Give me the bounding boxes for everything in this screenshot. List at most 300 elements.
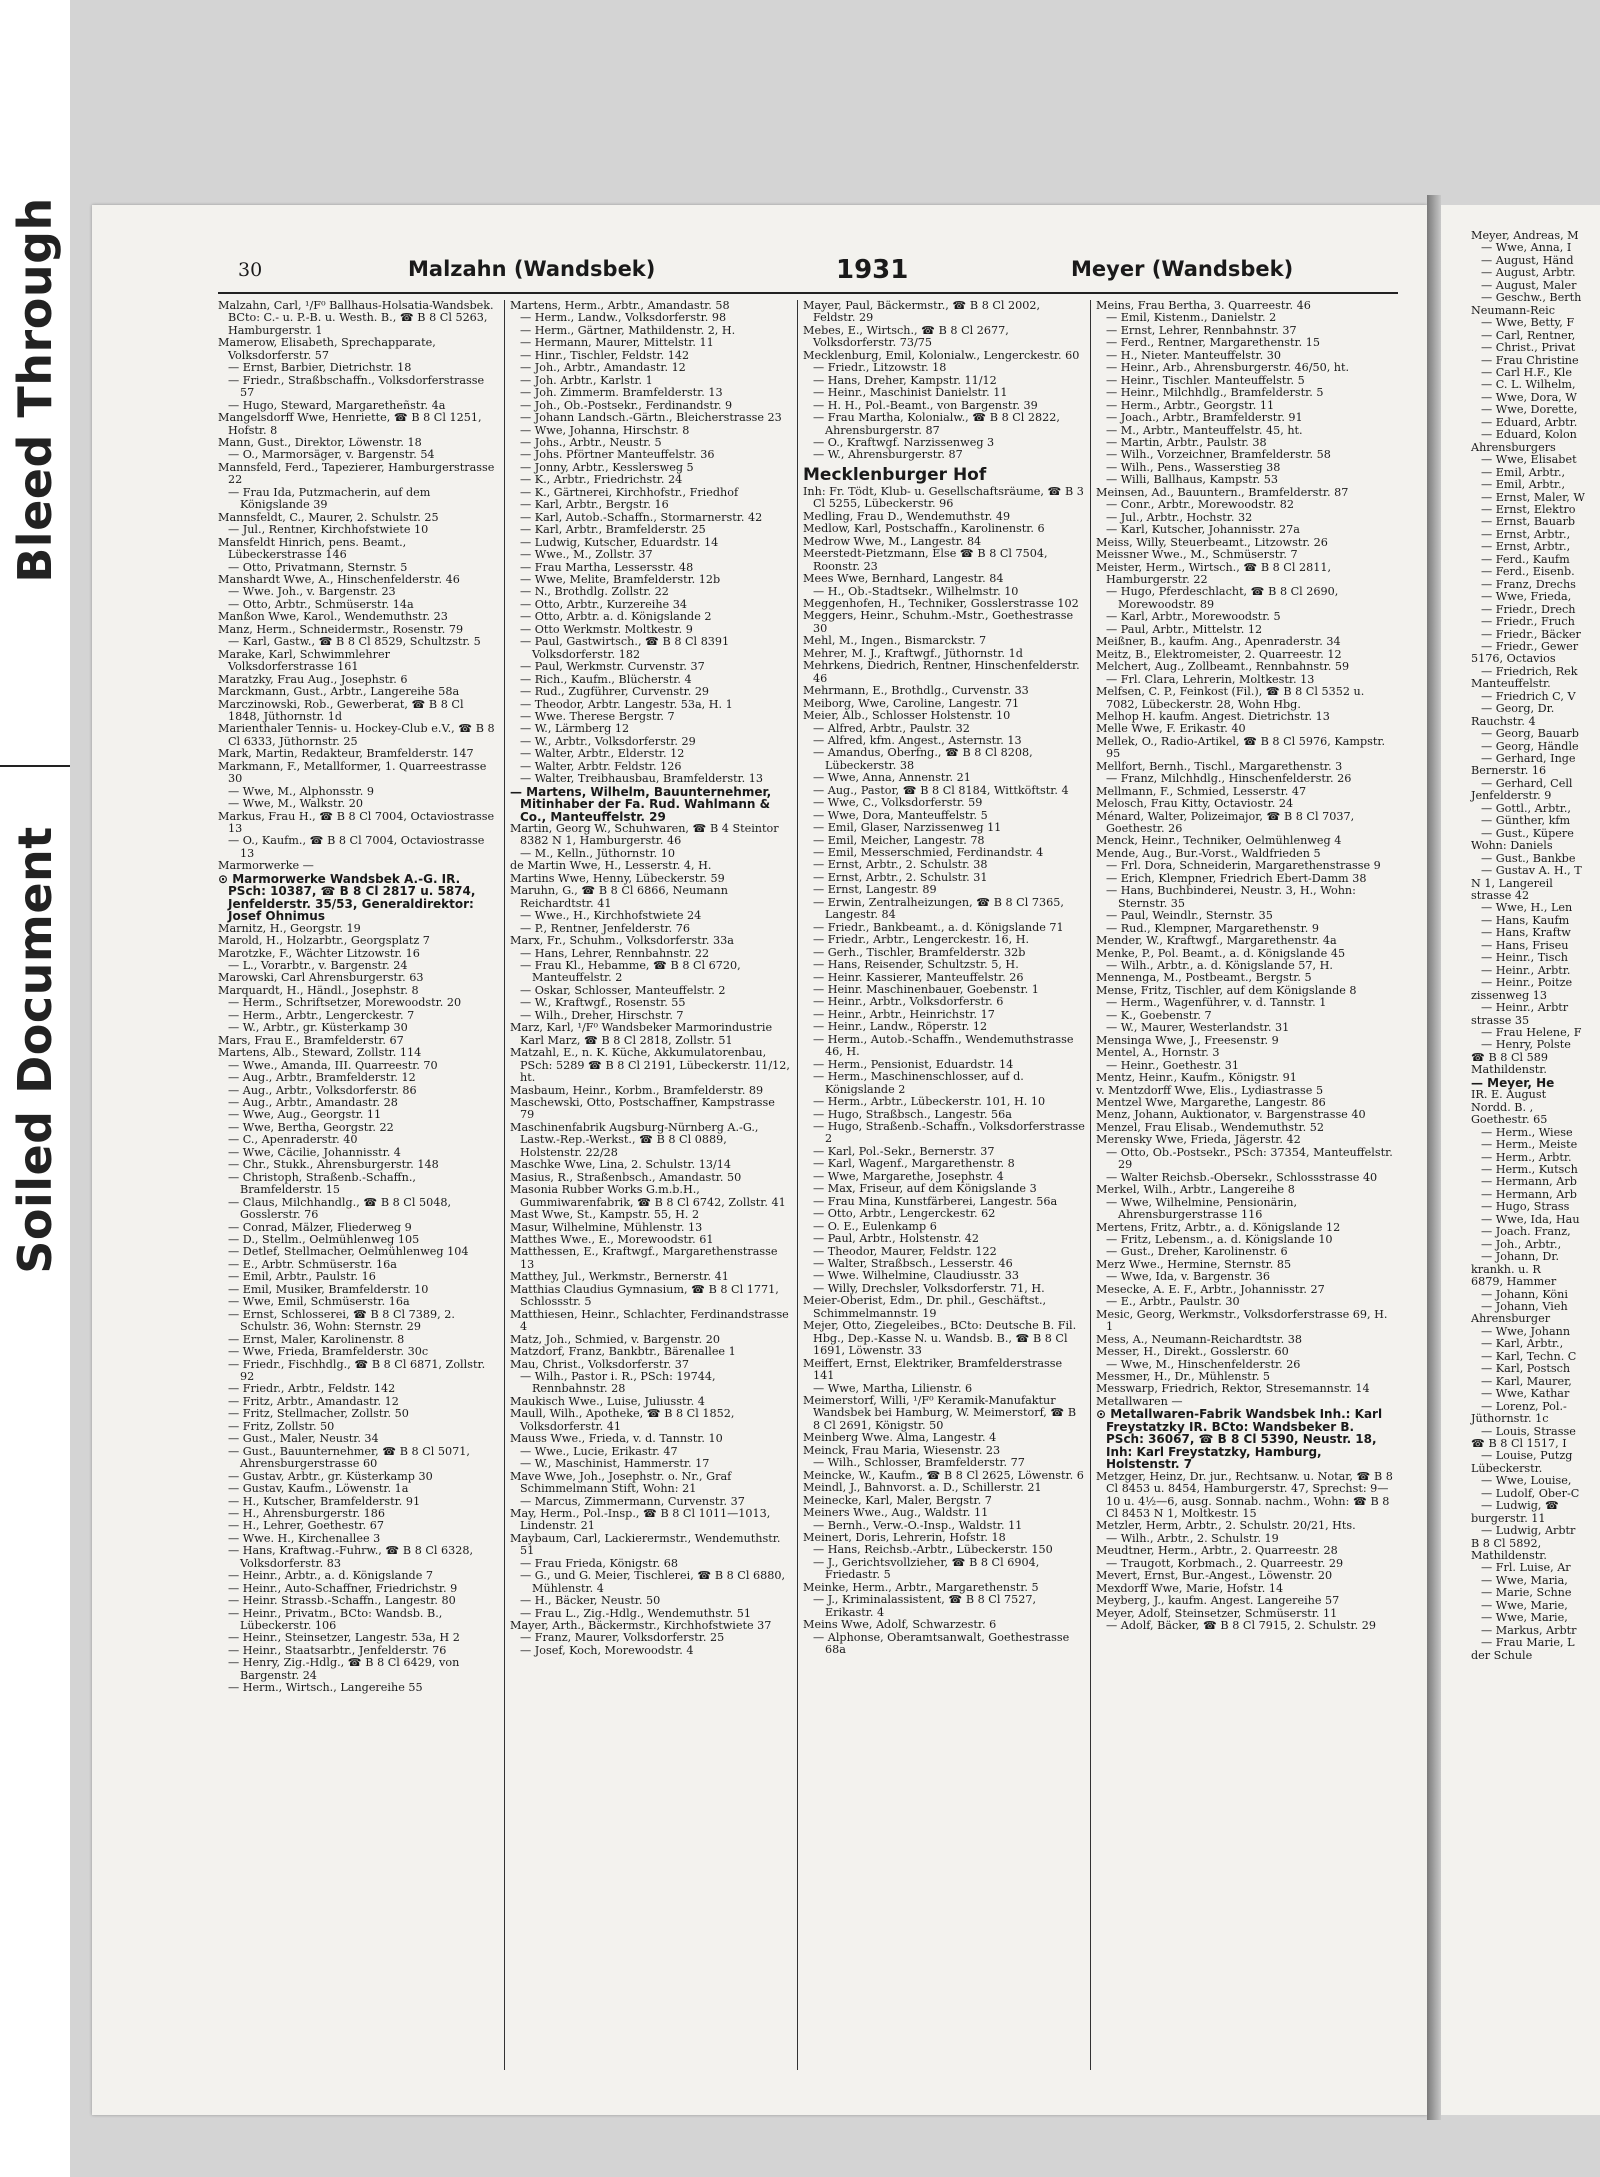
- sub-entry: — Wwe., Amanda, III. Quarreestr. 70: [228, 1058, 438, 1072]
- directory-entry: Maschke Wwe, Lina, 2. Schulstr. 13/14: [510, 1158, 731, 1172]
- sub-entry: — Otto, Privatmann, Sternstr. 5: [228, 560, 408, 574]
- sub-entry: — Herm., Arbtr., Lübeckerstr. 101, H. 10: [813, 1095, 1046, 1109]
- sub-entry: — Detlef, Stellmacher, Oelmühlenweg 104: [228, 1245, 469, 1259]
- directory-entry: Meissner Wwe., M., Schmüserstr. 7: [1096, 548, 1298, 562]
- sub-entry: — Friedr., Fischhdlg., ☎ B 8 Cl 6871, Zollstr. 92: [228, 1357, 486, 1383]
- directory-entry: Melhop H. kaufm. Angest. Dietrichstr. 13: [1096, 709, 1330, 723]
- sub-entry: — Max, Friseur, auf dem Königslande 3: [813, 1182, 1037, 1196]
- sub-entry: — O., Marmorsäger, v. Bargenstr. 54: [228, 448, 435, 462]
- sub-entry: — Ernst, Lehrer, Rennbahnstr. 37: [1106, 323, 1297, 337]
- sub-entry: — Karl, Arbtr., Bergstr. 16: [520, 498, 669, 512]
- sub-entry: — Heinr. Kassierer, Manteuffelstr. 26: [813, 970, 1024, 984]
- sub-entry: — Friedr., Litzowstr. 18: [813, 361, 947, 375]
- sub-entry: — K., Goebenstr. 7: [1106, 1008, 1212, 1022]
- directory-entry: Mentzel Wwe, Margarethe, Langestr. 86: [1096, 1096, 1326, 1109]
- directory-entry: Mansfeldt Hinrich, pens. Beamt., Lübeckerstrasse 146: [218, 535, 407, 562]
- directory-entry: ☎ B 8 Cl 589: [1471, 1050, 1548, 1064]
- sub-entry: — Wwe., H., Kirchhofstwiete 24: [520, 909, 702, 923]
- sub-entry: — Hans, Reisender, Schultzstr. 5, H.: [813, 958, 1019, 972]
- sub-entry: — Friedrich, Rek: [1481, 664, 1578, 678]
- sub-entry: — Aug., Arbtr., Bramfelderstr. 12: [228, 1071, 416, 1085]
- sub-entry: — W., Lärmberg 12: [520, 722, 630, 736]
- directory-entry: Messmer, H., Dr., Mühlenstr. 5: [1096, 1369, 1271, 1383]
- sub-entry: — Wwe, Anna, Annenstr. 21: [813, 771, 971, 785]
- sub-entry: — Frau Helene, F: [1481, 1026, 1582, 1039]
- directory-entry: Marx, Fr., Schuhm., Volksdorferstr. 33a: [510, 934, 734, 948]
- sub-entry: — Wwe, Frieda, Bramfelderstr. 30c: [228, 1345, 429, 1359]
- directory-entry: Mees Wwe, Bernhard, Langestr. 84: [803, 572, 1004, 586]
- sub-entry: — J., Kriminalassistent, ☎ B 8 Cl 7527, Erikastr. 4: [813, 1593, 1037, 1619]
- directory-entry: Mesecke, A. E. F., Arbtr., Johannisstr. 27: [1096, 1282, 1325, 1296]
- sub-entry: — Paul, Weindlr., Sternstr. 35: [1106, 909, 1273, 923]
- directory-entry: Mehrer, M. J., Kraftwgf., Jüthornstr. 1d: [803, 646, 1023, 660]
- sub-entry: — Henry, Polste: [1481, 1038, 1571, 1052]
- sub-entry: — Heinr., Landw., Röperstr. 12: [813, 1020, 988, 1034]
- sub-entry: — Wwe, M., Hinschenfelderstr. 26: [1106, 1357, 1301, 1371]
- sub-entry: — Wilh., Arbtr., 2. Schulstr. 19: [1106, 1531, 1279, 1545]
- directory-entry: Maybaum, Carl, Lackierermstr., Wendemuthstr. 51: [510, 1531, 781, 1558]
- sub-entry: — Hugo, Straßenb.-Schaffn., Volksdorferstrasse 2: [813, 1120, 1085, 1146]
- sub-entry: — Hans, Dreher, Kampstr. 11/12: [813, 373, 997, 387]
- sub-entry: — Frau Marie, L: [1481, 1636, 1575, 1650]
- sub-entry: — Marie, Schne: [1481, 1586, 1572, 1600]
- sub-entry: — Wwe, Dora, W: [1481, 390, 1577, 404]
- directory-entry: Marowski, Carl Ahrensburgerstr. 63: [218, 971, 424, 985]
- directory-entry: Mayer, Arth., Bäckermstr., Kirchhofstwiete 37: [510, 1619, 772, 1633]
- sub-entry: — Wwe, Bertha, Georgstr. 22: [228, 1120, 394, 1134]
- directory-entry: Mau, Christ., Volksdorferstr. 37: [510, 1357, 689, 1371]
- sub-entry: — Heinr., Arbtr: [1481, 1001, 1569, 1015]
- sub-entry: — L., Vorarbtr., v. Bargenstr. 24: [228, 959, 408, 973]
- directory-entry: Manshardt Wwe, A., Hinschenfelderstr. 46: [218, 572, 460, 586]
- directory-entry: Mende, Aug., Bur.-Vorst., Waldfrieden 5: [1096, 846, 1321, 860]
- directory-entry: Mangelsdorff Wwe, Henriette, ☎ B 8 Cl 1251, Hofstr. 8: [218, 411, 482, 437]
- sub-entry: — C., Apenraderstr. 40: [228, 1133, 358, 1147]
- directory-entry: Markmann, F., Metallformer, 1. Quarreestrasse 30: [218, 759, 487, 786]
- sub-entry: — Hermann, Maurer, Mittelstr. 11: [520, 336, 714, 350]
- sub-entry: — Fritz, Lebensm., a. d. Königslande 10: [1106, 1232, 1333, 1246]
- sub-entry: — Friedr., Bäcker: [1481, 627, 1581, 641]
- directory-entry: Meiborg, Wwe, Caroline, Langestr. 71: [803, 696, 1020, 710]
- sub-entry: — Franz, Drechs: [1481, 577, 1576, 591]
- sub-entry: — Paul, Werkmstr. Curvenstr. 37: [520, 660, 705, 674]
- sub-entry: — Alfred, kfm. Angest., Asternstr. 13: [813, 733, 1022, 747]
- sub-entry: — Joh., Ob.-Postsekr., Ferdinandstr. 9: [520, 398, 733, 412]
- directory-entry: IR. E. August: [1471, 1088, 1547, 1102]
- sub-entry: — Otto, Arbtr., Kurzereihe 34: [520, 597, 687, 611]
- sub-entry: — Franz, Milchhdlg., Hinschenfelderstr. 26: [1106, 772, 1352, 786]
- sub-entry: — Ferd., Kaufm: [1481, 552, 1570, 566]
- directory-entry: Menke, P., Pol. Beamt., a. d. Königslande 45: [1096, 946, 1346, 960]
- directory-entry: Meißner, B., kaufm. Ang., Apenraderstr. 34: [1096, 635, 1341, 649]
- sub-entry: — Gust., Küpere: [1481, 826, 1574, 840]
- directory-entry: Meins Wwe, Adolf, Schwarzestr. 6: [803, 1618, 997, 1632]
- directory-entry: Ahrensburger: [1471, 1312, 1551, 1326]
- sub-entry: — Joach., Arbtr., Bramfelderstr. 91: [1106, 411, 1303, 425]
- directory-entry: Medrow Wwe, M., Langestr. 84: [803, 534, 982, 548]
- sub-entry: — Wwe, Cäcilie, Johannisstr. 4: [228, 1145, 401, 1159]
- directory-entry: Melle Wwe, F. Erikastr. 40: [1096, 722, 1246, 736]
- directory-entry: Marake, Karl, Schwimmlehrer Volksdorferstrasse 161: [218, 647, 390, 674]
- directory-entry: Meiffert, Ernst, Elektriker, Bramfelderstrasse 141: [803, 1356, 1063, 1383]
- sub-entry: — Wwe, Maria,: [1481, 1573, 1568, 1587]
- sub-entry: — Friedr., Gewer: [1481, 639, 1579, 653]
- directory-entry: Marz, Karl, ¹/F⁰ Wandsbeker Marmorindustrie Karl Marz, ☎ B 8 Cl 2818, Zollstr. 51: [510, 1021, 773, 1047]
- directory-entry: Meyer, Andreas, M: [1471, 229, 1579, 242]
- directory-entry: Manßon Wwe, Karol., Wendemuthstr. 23: [218, 610, 448, 624]
- directory-entry: Markus, Frau H., ☎ B 8 Cl 7004, Octaviostrasse 13: [218, 809, 495, 836]
- directory-entry: Masius, R., Straßenbsch., Amandastr. 50: [510, 1170, 742, 1184]
- directory-entry: Mamerow, Elisabeth, Sprechapparate, Volksdorferstr. 57: [218, 336, 436, 362]
- running-head-right: Meyer (Wandsbek): [1071, 257, 1294, 281]
- sub-entry: — Herm., Arbtr., Lengerckestr. 7: [228, 1008, 415, 1022]
- directory-entry: Merensky Wwe, Frieda, Jägerstr. 42: [1096, 1133, 1301, 1147]
- sub-entry: — Otto, Ob.-Postsekr., PSch: 37354, Manteuffelstr. 29: [1106, 1145, 1393, 1172]
- sub-entry: — Heinr., Steinsetzer, Langestr. 53a, H 2: [228, 1631, 460, 1645]
- sub-entry: — Heinr., Arbtr.: [1481, 963, 1571, 977]
- sub-entry: — Gerhard, Inge: [1481, 752, 1576, 766]
- sub-entry: — Alfred, Arbtr., Paulstr. 32: [813, 721, 970, 735]
- sub-entry: — Adolf, Bäcker, ☎ B 8 Cl 7915, 2. Schulstr. 29: [1106, 1619, 1377, 1633]
- sub-entry: — Gerhard, Cell: [1481, 776, 1573, 790]
- directory-entry: Mark, Martin, Redakteur, Bramfelderstr. 147: [218, 747, 474, 761]
- sub-entry: — Heinr. Maschinenbauer, Goebenstr. 1: [813, 983, 1039, 997]
- sub-entry: — Wwe, M., Alphonsstr. 9: [228, 784, 374, 798]
- sub-entry: — Gustav, Kaufm., Löwenstr. 1a: [228, 1482, 409, 1496]
- sub-entry: — Heinr., Tisch: [1481, 951, 1568, 965]
- sub-entry: — Heinr., Privatm., BCto: Wandsb. B., Lübeckerstr. 106: [228, 1606, 443, 1633]
- sub-entry: — Wwe, C., Volksdorferstr. 59: [813, 796, 983, 810]
- sub-entry: — Heinr., Arbtr., Heinrichstr. 17: [813, 1007, 995, 1021]
- sub-entry: — Heinr., Arb., Ahrensburgerstr. 46/50, ht.: [1106, 361, 1350, 375]
- sub-entry: — Willi, Ballhaus, Kampstr. 53: [1106, 473, 1278, 487]
- directory-entry: Neumann-Reic: [1471, 303, 1555, 317]
- header-rule: [218, 292, 1398, 294]
- sub-entry: — Heinr., Arbtr., Volksdorferstr. 6: [813, 995, 1004, 1009]
- sub-entry: — Alphonse, Oberamtsanwalt, Goethestrasse 68a: [813, 1630, 1070, 1657]
- sub-entry: — Theodor, Maurer, Feldstr. 122: [813, 1244, 997, 1258]
- directory-entry: Marckmann, Gust., Arbtr., Langereihe 58a: [218, 685, 460, 699]
- soiled-document-stamp: Soiled Document: [8, 826, 63, 1274]
- directory-entry: Mannsfeldt, C., Maurer, 2. Schulstr. 25: [218, 510, 439, 524]
- directory-entry: Messwarp, Friedrich, Rektor, Stresemannstr. 14: [1096, 1382, 1370, 1396]
- directory-entry: Martens, Alb., Steward, Zollstr. 114: [218, 1046, 422, 1060]
- sub-entry: — Hugo, Strass: [1481, 1200, 1570, 1214]
- sub-entry: — Aug., Pastor, ☎ B 8 Cl 8184, Wittköftstr. 4: [813, 783, 1069, 797]
- sub-entry: — Ernst, Schlosserei, ☎ B 8 Cl 7389, 2. Schulstr. 36, Wohn: Sternstr. 29: [228, 1307, 455, 1334]
- directory-entry: Mars, Frau E., Bramfelderstr. 67: [218, 1033, 404, 1047]
- sub-entry: — Wilh., Arbtr., a. d. Königslande 57, H.: [1106, 959, 1333, 973]
- sub-entry: — Johs. Pförtner Manteuffelstr. 36: [520, 448, 715, 462]
- sub-entry: — Wwe, Margarethe, Josephstr. 4: [813, 1169, 1004, 1183]
- directory-entry: Meerstedt-Pietzmann, Else ☎ B 8 Cl 7504, Roonstr. 23: [803, 547, 1048, 573]
- sub-entry: — Frau Martha, Kolonialw., ☎ B 8 Cl 2822, Ahrensburgerstr. 87: [813, 411, 1060, 437]
- sub-entry: — Marcus, Zimmermann, Curvenstr. 37: [520, 1494, 745, 1508]
- sub-entry: — Frau Mina, Kunstfärberei, Langestr. 56a: [813, 1194, 1058, 1208]
- sub-entry: — Heinr., Auto-Schaffner, Friedrichstr. 9: [228, 1581, 458, 1595]
- directory-entry: Matthiesen, Heinr., Schlachter, Ferdinandstrasse 4: [510, 1307, 789, 1334]
- sub-entry: — Ludwig, Kutscher, Eduardstr. 14: [520, 535, 719, 549]
- sub-entry: — N., Brothdlg. Zollstr. 22: [520, 585, 669, 599]
- sub-entry: — Conrad, Mälzer, Fliederweg 9: [228, 1220, 412, 1234]
- sub-entry: — Hans, Buchbinderei, Neustr. 3, H., Wohn: Sternstr. 35: [1106, 884, 1356, 910]
- directory-entry: Malzahn, Carl, ¹/F⁰ Ballhaus-Holsatia-Wandsbek. BCto: C.- u. P.-B. u. Westh. B., ☎ B 8 Cl 5263, Hamburgerstr. 1: [218, 300, 494, 337]
- sub-entry: — Emil, Meicher, Langestr. 78: [813, 833, 985, 847]
- directory-entry: Meindl, J., Bahnvorst. a. D., Schillerstr. 21: [803, 1481, 1042, 1495]
- sub-entry: — K., Gärtnerei, Kirchhofstr., Friedhof: [520, 485, 739, 499]
- sub-entry: — Herm., Gärtner, Mathildenstr. 2, H.: [520, 323, 736, 337]
- directory-entry: de Martin Wwe, H., Lesserstr. 4, H.: [510, 859, 712, 873]
- bleed-through-stamp: Bleed Through: [8, 197, 63, 583]
- sub-entry: — Johs., Arbtr., Neustr. 5: [520, 435, 662, 449]
- directory-entry: Mellmann, F., Schmied, Lesserstr. 47: [1096, 784, 1307, 798]
- sub-entry: — Hans, Lehrer, Rennbahnstr. 22: [520, 946, 710, 960]
- directory-entry: Ménard, Walter, Polizeimajor, ☎ B 8 Cl 7037, Goethestr. 26: [1096, 809, 1355, 836]
- directory-entry: Matthey, Jul., Werkmstr., Bernerstr. 41: [510, 1270, 729, 1284]
- directory-column-1: [218, 300, 498, 2090]
- sub-entry: — Karl, Kutscher, Johannisstr. 27a: [1106, 523, 1300, 537]
- directory-entry: strasse 42: [1471, 889, 1530, 903]
- directory-entry: Mentz, Heinr., Kaufm., Königstr. 91: [1096, 1071, 1297, 1085]
- sub-entry: — Wilh., Vorzeichner, Bramfelderstr. 58: [1106, 448, 1331, 462]
- directory-entry: Masonia Rubber Works G.m.b.H., Gummiwarenfabrik, ☎ B 8 Cl 6742, Zollstr. 41: [510, 1183, 786, 1209]
- sub-entry: — Otto, Arbtr. a. d. Königslande 2: [520, 610, 712, 624]
- directory-entry: Marmorwerke —: [218, 859, 314, 873]
- sub-entry: — J., Gerichtsvollzieher, ☎ B 8 Cl 6904, Friedastr. 5: [813, 1555, 1040, 1582]
- directory-entry: Lübeckerstr.: [1471, 1461, 1543, 1475]
- directory-entry: Meyer, Adolf, Steinsetzer, Schmüserstr. 11: [1096, 1606, 1338, 1620]
- sub-entry: — Paul, Arbtr., Holstenstr. 42: [813, 1232, 980, 1246]
- sub-entry: — Gustav, Arbtr., gr. Küsterkamp 30: [228, 1469, 433, 1483]
- sub-entry: — Emil, Glaser, Narzissenweg 11: [813, 821, 1002, 835]
- sub-entry: — Theodor, Arbtr. Langestr. 53a, H. 1: [520, 697, 733, 711]
- directory-entry: Mess, A., Neumann-Reichardtstr. 38: [1096, 1332, 1302, 1346]
- directory-entry: Nordd. B. ,: [1471, 1100, 1534, 1114]
- sub-entry: — Paul, Gastwirtsch., ☎ B 8 Cl 8391 Volksdorferstr. 182: [520, 635, 730, 661]
- directory-entry: krankh. u. R: [1471, 1262, 1541, 1276]
- sub-entry: — Ferd., Eisenb.: [1481, 565, 1575, 579]
- sub-entry: — Wwe, Elisabet: [1481, 453, 1577, 467]
- sub-entry: — Johann, Köni: [1481, 1287, 1568, 1301]
- sub-entry: — Josef, Koch, Morewoodstr. 4: [520, 1643, 694, 1657]
- sub-entry: — Gust., Maler, Neustr. 34: [228, 1432, 379, 1446]
- directory-entry: Matzahl, E., n. K. Küche, Akkumulatorenbau, PSch: 5289 ☎ B 8 Cl 2191, Lübeckerstr. 11/12, ht.: [510, 1046, 790, 1085]
- column-divider: [797, 300, 798, 2070]
- directory-entry: Maschewski, Otto, Postschaffner, Kampstrasse 79: [510, 1096, 775, 1122]
- sub-entry: — Wwe, Aug., Georgstr. 11: [228, 1108, 382, 1122]
- sub-entry: — E., Arbtr., Paulstr. 30: [1106, 1295, 1240, 1309]
- directory-entry: Meincke, W., Kaufm., ☎ B 8 Cl 2625, Löwenstr. 6: [803, 1468, 1084, 1482]
- sub-entry: — Heinr., Poitze: [1481, 976, 1573, 990]
- sub-entry: — Wwe, Dora, Manteuffelstr. 5: [813, 808, 988, 822]
- stamp-separator: [0, 765, 70, 767]
- sub-entry: — Jul., Rentner, Kirchhofstwiete 10: [228, 523, 429, 537]
- sub-entry: — Wwe, H., Len: [1481, 901, 1573, 915]
- directory-entry: Meyberg, J., kaufm. Angest. Langereihe 57: [1096, 1594, 1340, 1608]
- sub-entry: — Karl, Gastw., ☎ B 8 Cl 8529, Schultzstr. 5: [228, 635, 481, 649]
- sub-entry: — Wilh., Pastor i. R., PSch: 19744, Rennbahnstr. 28: [520, 1369, 716, 1396]
- directory-entry: Melfsen, C. P., Feinkost (Fil.), ☎ B 8 Cl 5352 u. 7082, Lübeckerstr. 28, Wohn Hbg.: [1096, 685, 1365, 711]
- sub-entry: — Joh., Arbtr.,: [1481, 1237, 1562, 1251]
- sub-entry: — Karl, Wagenf., Margarethenstr. 8: [813, 1157, 1015, 1171]
- sub-entry: — H. H., Pol.-Beamt., von Bargenstr. 39: [813, 398, 1038, 412]
- sub-entry: — Ernst, Arbtr.,: [1481, 540, 1571, 554]
- sub-entry: — D., Stellm., Oelmühlenweg 105: [228, 1232, 420, 1246]
- directory-entry: — Martens, Wilhelm, Bauunternehmer, Mitinhaber der Fa. Rud. Wahlmann & Co., Manteuffelstr. 29: [510, 784, 772, 824]
- directory-entry: Mensinga Wwe, J., Freesenstr. 9: [1096, 1033, 1279, 1047]
- sub-entry: — Friedr., Drech: [1481, 602, 1576, 616]
- sub-entry: — Wwe, Dorette,: [1481, 403, 1578, 417]
- directory-entry: Jenfelderstr. 9: [1471, 789, 1552, 803]
- sub-entry: — Karl, Maurer,: [1481, 1374, 1572, 1388]
- sub-entry: — P., Rentner, Jenfelderstr. 76: [520, 921, 690, 935]
- sub-entry: — Friedr., Bankbeamt., a. d. Königslande 71: [813, 920, 1064, 934]
- directory-entry: Maratzky, Frau Aug., Josephstr. 6: [218, 672, 408, 686]
- directory-entry: Meister, Herm., Wirtsch., ☎ B 8 Cl 2811, Hamburgerstr. 22: [1096, 560, 1332, 586]
- sub-entry: — Frau Ida, Putzmacherin, auf dem Königslande 39: [228, 485, 431, 512]
- directory-entry: Mexdorff Wwe, Marie, Hofstr. 14: [1096, 1581, 1284, 1595]
- sub-entry: — Friedr., Fruch: [1481, 615, 1575, 629]
- sub-entry: — Joach. Franz,: [1481, 1225, 1571, 1239]
- sub-entry: — Karl, Arbtr.,: [1481, 1337, 1564, 1351]
- sub-entry: — Heinr., Tischler. Manteuffelstr. 5: [1106, 373, 1305, 387]
- directory-entry: Mann, Gust., Direktor, Löwenstr. 18: [218, 435, 422, 449]
- directory-entry: Mentel, A., Hornstr. 3: [1096, 1046, 1220, 1060]
- sub-entry: — Wwe, Ida, v. Bargenstr. 36: [1106, 1270, 1270, 1284]
- sub-entry: — C. L. Wilhelm,: [1481, 378, 1576, 392]
- sub-entry: — Wwe., M., Zollstr. 37: [520, 548, 653, 562]
- directory-entry: Matthes Wwe., E., Morewoodstr. 61: [510, 1232, 714, 1246]
- sub-entry: — Emil, Musiker, Bramfelderstr. 10: [228, 1282, 429, 1296]
- sub-entry: — Carl H.F., Kle: [1481, 365, 1573, 379]
- sub-entry: — W., Arbtr., gr. Küsterkamp 30: [228, 1021, 408, 1035]
- directory-entry: Mehrkens, Diedrich, Rentner, Hinschenfelderstr. 46: [803, 659, 1080, 685]
- sub-entry: — Gust., Dreher, Karolinenstr. 6: [1106, 1245, 1288, 1259]
- sub-entry: — O., Kaufm., ☎ B 8 Cl 7004, Octaviostrasse 13: [228, 834, 485, 860]
- directory-entry: Rauchstr. 4: [1471, 714, 1536, 728]
- sub-entry: — Wilh., Schlosser, Bramfelderstr. 77: [813, 1456, 1025, 1470]
- sub-entry: — Friedrich C, V: [1481, 689, 1576, 703]
- directory-entry: Maull, Wilh., Apotheke, ☎ B 8 Cl 1852, Volksdorferstr. 41: [510, 1407, 735, 1433]
- sub-entry: — Wwe. Wilhelmine, Claudiusstr. 33: [813, 1269, 1019, 1283]
- directory-entry: v. Mentzdorff Wwe, Elis., Lydiastrasse 5: [1096, 1083, 1324, 1097]
- directory-entry: Marienthaler Tennis- u. Hockey-Club e.V., ☎ B 8 Cl 6333, Jüthornstr. 25: [218, 722, 495, 748]
- directory-entry: Jüthornstr. 1c: [1471, 1412, 1549, 1426]
- adjacent-page-column: [1441, 205, 1600, 1662]
- sub-entry: — Karl, Arbtr., Morewoodstr. 5: [1106, 610, 1281, 624]
- sub-entry: — G., und G. Meier, Tischlerei, ☎ B 8 Cl 6880, Mühlenstr. 4: [520, 1569, 786, 1595]
- sub-entry: — W., Ahrensburgerstr. 87: [813, 448, 963, 462]
- directory-entry: Mevert, Ernst, Bur.-Angest., Löwenstr. 20: [1096, 1569, 1333, 1583]
- directory-entry: Meinecke, Karl, Maler, Bergstr. 7: [803, 1493, 992, 1507]
- sub-entry: — Hinr., Tischler, Feldstr. 142: [520, 348, 690, 362]
- sub-entry: — Heinr. Strassb.-Schaffn., Langestr. 80: [228, 1594, 456, 1608]
- directory-entry: Mejer, Otto, Ziegeleibes., BCto: Deutsche B. Fil. Hbg., Dep.-Kasse N. u. Wandsb. B., ☎ B 8 Cl 1691, Löwenstr. 33: [803, 1319, 1077, 1358]
- sub-entry: — Chr., Stukk., Ahrensburgerstr. 148: [228, 1158, 439, 1172]
- sub-entry: — Wwe, Wilhelmine, Pensionärin, Ahrensburgerstrasse 116: [1106, 1195, 1298, 1222]
- directory-entry: Matthessen, E., Kraftwgf., Margarethenstrasse 13: [510, 1245, 778, 1271]
- directory-entry: Menz, Johann, Auktionator, v. Bargenstrasse 40: [1096, 1108, 1366, 1122]
- sub-entry: — Jonny, Arbtr., Kesslersweg 5: [520, 460, 694, 474]
- sub-entry: — Ernst, Maler, Karolinenstr. 8: [228, 1332, 405, 1346]
- sub-entry: — Oskar, Schlosser, Manteuffelstr. 2: [520, 983, 726, 997]
- sub-entry: — Hans, Kraftwag.-Fuhrw., ☎ B 8 Cl 6328, Volksdorferstr. 83: [228, 1544, 474, 1570]
- directory-entry: ⊙ Metallwaren-Fabrik Wandsbek Inh.: Karl Freystatzky IR. BCto: Wandsbeker B. PSch: 36067, ☎ B 8 Cl 5390, Neustr. 18, Inh: Karl Freystatzky, Hamburg, Holstenstr. 7: [1096, 1407, 1383, 1472]
- sub-entry: — O. E., Eulenkamp 6: [813, 1219, 937, 1233]
- sub-entry: — Emil, Messerschmied, Ferdinandstr. 4: [813, 846, 1044, 860]
- directory-entry: Mathildenstr.: [1471, 1549, 1547, 1563]
- directory-entry: Martin, Georg W., Schuhwaren, ☎ B 4 Steintor 8382 N 1, Hamburgerstr. 46: [510, 822, 779, 848]
- sub-entry: — Ludolf, Ober-C: [1481, 1486, 1580, 1500]
- sub-entry: — E., Arbtr. Schmüserstr. 16a: [228, 1257, 397, 1271]
- sub-entry: — Bernh., Verw.-O.-Insp., Waldstr. 11: [813, 1518, 1023, 1532]
- directory-entry: Ahrensburgers: [1471, 440, 1556, 454]
- directory-entry: Merz Wwe., Hermine, Sternstr. 85: [1096, 1257, 1292, 1271]
- sub-entry: — Hugo, Steward, Margaretheñstr. 4a: [228, 398, 446, 412]
- sub-entry: — Christ., Privat: [1481, 341, 1576, 355]
- sub-entry: — Ludwig, Arbtr: [1481, 1524, 1576, 1538]
- sub-entry: — Wwe, M., Walkstr. 20: [228, 797, 363, 811]
- sub-entry: — Herm., Wirtsch., Langereihe 55: [228, 1681, 423, 1695]
- directory-entry: Meggers, Heinr., Schuhm.-Mstr., Goethestrasse 30: [803, 609, 1074, 635]
- sub-entry: — August, Maler: [1481, 278, 1577, 292]
- sub-entry: — Hugo, Straßbsch., Langestr. 56a: [813, 1107, 1012, 1121]
- sub-entry: — Eduard, Arbtr.: [1481, 415, 1578, 429]
- page-header: [148, 255, 1348, 295]
- sub-entry: — Wwe, Martha, Lilienstr. 6: [813, 1381, 973, 1395]
- sub-entry: — Gustav A. H., T: [1481, 864, 1582, 878]
- sub-entry: — Ernst, Bauarb: [1481, 515, 1576, 529]
- sub-entry: — M., Arbtr., Manteuffelstr. 45, ht.: [1106, 423, 1303, 437]
- directory-entry: Mesic, Georg, Werkmstr., Volksdorferstrasse 69, H. 1: [1096, 1307, 1388, 1334]
- directory-entry: May, Herm., Pol.-Insp., ☎ B 8 Cl 1011—1013, Lindenstr. 21: [510, 1506, 771, 1533]
- directory-entry: Meinert, Doris, Lehrerin, Hofstr. 18: [803, 1530, 1006, 1544]
- adjacent-page: [1441, 205, 1600, 2115]
- sub-entry: — Wwe, Marie,: [1481, 1598, 1568, 1612]
- sub-entry: — Walter, Straßbsch., Lesserstr. 46: [813, 1256, 1013, 1270]
- directory-entry: Maukisch Wwe., Luise, Juliusstr. 4: [510, 1394, 705, 1408]
- sub-entry: — Frau Kl., Hebamme, ☎ B 8 Cl 6720, Manteuffelstr. 2: [520, 959, 741, 985]
- sub-entry: — W., Maurer, Westerlandstr. 31: [1106, 1021, 1290, 1035]
- sub-entry: — Lorenz, Pol.-: [1481, 1399, 1567, 1413]
- sub-entry: — Hermann, Arb: [1481, 1187, 1577, 1201]
- sub-entry: — Frau L., Zig.-Hdlg., Wendemuthstr. 51: [520, 1606, 751, 1620]
- sub-entry: — O., Kraftwgf. Narzissenweg 3: [813, 435, 995, 449]
- section-heading: Mecklenburger Hof: [803, 464, 987, 485]
- directory-entry: Meinke, Herm., Arbtr., Margarethenstr. 5: [803, 1580, 1039, 1594]
- directory-entry: Matthias Claudius Gymnasium, ☎ B 8 Cl 1771, Schlossstr. 5: [510, 1282, 779, 1309]
- sub-entry: — Herm., Meiste: [1481, 1138, 1578, 1152]
- sub-entry: — Aug., Arbtr., Amandastr. 28: [228, 1096, 398, 1109]
- directory-entry: Medling, Frau D., Wendemuthstr. 49: [803, 509, 1011, 523]
- sub-entry: — Herm., Wagenführer, v. d. Tannstr. 1: [1106, 996, 1327, 1010]
- sub-entry: — Otto, Arbtr., Schmüserstr. 14a: [228, 597, 414, 611]
- directory-entry: Marquardt, H., Händl., Josephstr. 8: [218, 983, 419, 997]
- sub-entry: — Heinr., Staatsarbtr., Jenfelderstr. 76: [228, 1643, 447, 1657]
- running-head-left: Malzahn (Wandsbek): [408, 257, 656, 281]
- directory-entry: Merkel, Wilh., Arbtr., Langereihe 8: [1096, 1183, 1295, 1197]
- directory-entry: Mannsfeld, Ferd., Tapezierer, Hamburgerstrasse 22: [218, 460, 495, 487]
- sub-entry: — Herm., Arbtr., Georgstr. 11: [1106, 398, 1275, 412]
- sub-entry: — Emil, Kistenm., Danielstr. 2: [1106, 311, 1277, 325]
- column-divider: [504, 300, 505, 2070]
- directory-entry: Metzger, Heinz, Dr. jur., Rechtsanw. u. Notar, ☎ B 8 Cl 8453 u. 8454, Hamburgerstr. 47, Sprechst: 9—10 u. 4½—6, ausg. Sonnab. nachm., Wohn: ☎ B 8 Cl 8453 N 1, Moltkestr. 15: [1096, 1469, 1393, 1520]
- directory-entry: burgerstr. 11: [1471, 1511, 1546, 1525]
- sub-entry: — Gust., Bauunternehmer, ☎ B 8 Cl 5071, Ahrensburgerstrasse 60: [228, 1444, 470, 1471]
- sub-entry: — Heinr., Milchhdlg., Bramfelderstr. 5: [1106, 386, 1324, 400]
- sub-entry: — Ludwig, ☎: [1481, 1499, 1559, 1513]
- directory-entry: Mertens, Fritz, Arbtr., a. d. Königslande 12: [1096, 1220, 1341, 1234]
